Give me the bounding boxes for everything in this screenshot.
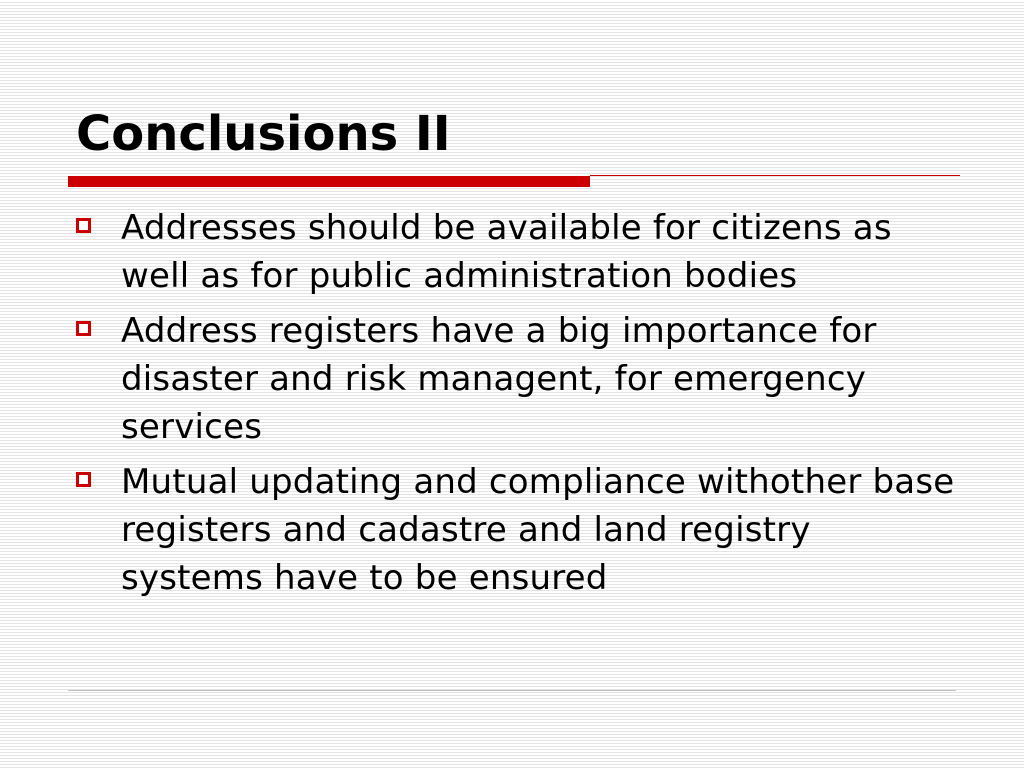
bullet-list [76, 204, 960, 609]
bullet-item [76, 307, 960, 451]
footer-divider [68, 690, 956, 691]
bullet-text: Mutual updating and compliance withother base registers and cadastre and land registry systems have to be ensured [121, 462, 955, 598]
square-bullet-icon [76, 218, 91, 233]
slide-title: Conclusions II [76, 106, 451, 162]
title-underline-thick [68, 176, 590, 187]
bullet-text: Addresses should be available for citizens as well as for public administration bodies [121, 208, 892, 296]
square-bullet-icon [76, 321, 91, 336]
square-bullet-icon [76, 472, 91, 487]
bullet-item [76, 458, 960, 602]
bullet-text: Address registers have a big importance for disaster and risk managent, for emergency services [121, 311, 877, 447]
title-underline-thin [590, 175, 960, 176]
bullet-item [76, 204, 960, 300]
